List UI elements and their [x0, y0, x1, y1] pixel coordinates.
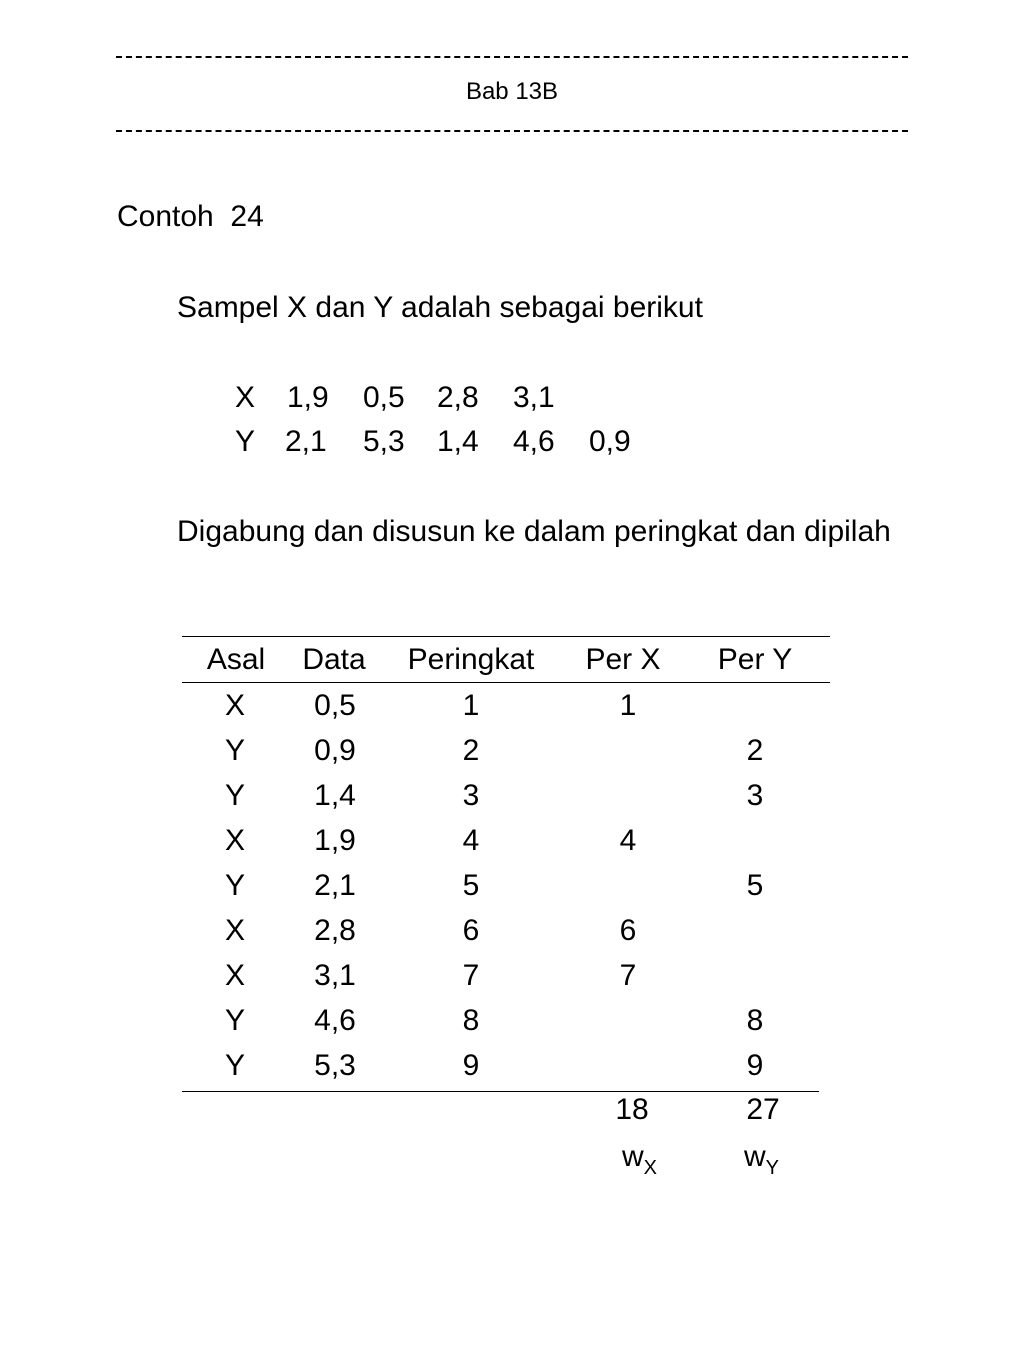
cell-peringkat: 1: [462, 689, 480, 722]
cell-asal: X: [224, 824, 245, 857]
sample-value: 1,4: [437, 425, 479, 458]
cell-asal: X: [224, 914, 245, 947]
header-data: Data: [302, 643, 366, 676]
cell-peringkat: 9: [462, 1049, 480, 1082]
cell-data: 5,3: [314, 1049, 356, 1082]
top-dash-rule: [116, 56, 908, 58]
sample-value: 1,9: [287, 381, 329, 414]
sample-value: 4,6: [513, 425, 555, 458]
cell-per-x: [578, 868, 678, 904]
sample-value: 0,5: [363, 381, 405, 414]
table-header-rule: [182, 682, 830, 683]
sample-intro: Sampel X dan Y adalah sebagai berikut: [177, 291, 703, 324]
cell-data: 0,9: [314, 734, 356, 767]
sample-label: X: [235, 381, 256, 414]
cell-per-y: 2: [746, 734, 764, 767]
sample-label: Y: [235, 425, 256, 458]
combine-text: Digabung dan disusun ke dalam peringkat dan dipilah: [177, 515, 891, 548]
cell-per-x: [578, 733, 678, 769]
cell-asal: Y: [224, 1049, 245, 1082]
cell-peringkat: 3: [462, 779, 480, 812]
cell-asal: Y: [224, 1004, 245, 1037]
header-per-x: Per X: [585, 643, 661, 676]
cell-data: 0,5: [314, 689, 356, 722]
cell-data: 3,1: [314, 959, 356, 992]
cell-per-y: 8: [746, 1004, 764, 1037]
symbol-w-x: [622, 1140, 657, 1180]
cell-asal: X: [224, 689, 245, 722]
cell-per-x: 1: [619, 689, 637, 722]
symbol-subscript: Y: [765, 1157, 780, 1179]
symbol-base: w: [744, 1140, 766, 1173]
cell-peringkat: 5: [462, 869, 480, 902]
sample-value: 0,9: [589, 425, 631, 458]
total-per-x: 18: [615, 1093, 649, 1126]
symbol-w-y: [744, 1140, 779, 1180]
sample-value: 2,1: [285, 425, 327, 458]
cell-per-y: 3: [746, 779, 764, 812]
cell-per-y: 9: [746, 1049, 764, 1082]
cell-per-x: [578, 1048, 678, 1084]
cell-peringkat: 6: [462, 914, 480, 947]
symbol-subscript: X: [643, 1157, 658, 1179]
sample-value: 2,8: [437, 381, 479, 414]
cell-peringkat: 4: [462, 824, 480, 857]
cell-per-y: [712, 688, 798, 724]
symbol-base: w: [622, 1140, 644, 1173]
header-per-y: Per Y: [717, 643, 793, 676]
header-asal: Asal: [206, 643, 266, 676]
cell-per-y: 5: [746, 869, 764, 902]
total-per-y: 27: [746, 1093, 780, 1126]
cell-per-x: 7: [619, 959, 637, 992]
chapter-heading: Bab 13B: [465, 78, 559, 105]
cell-data: 2,1: [314, 869, 356, 902]
header-peringkat: Peringkat: [407, 643, 535, 676]
cell-per-x: 4: [619, 824, 637, 857]
bottom-dash-rule: [116, 130, 908, 132]
cell-asal: Y: [224, 734, 245, 767]
cell-data: 2,8: [314, 914, 356, 947]
cell-peringkat: 2: [462, 734, 480, 767]
cell-data: 1,9: [314, 824, 356, 857]
cell-per-x: [578, 1003, 678, 1039]
cell-per-x: 6: [619, 914, 637, 947]
cell-asal: Y: [224, 869, 245, 902]
example-title: Contoh 24: [117, 200, 264, 233]
table-top-rule: [182, 636, 830, 637]
cell-per-x: [578, 778, 678, 814]
sample-value: 3,1: [513, 381, 555, 414]
table-bottom-rule: [182, 1091, 819, 1092]
cell-per-y: [712, 913, 798, 949]
cell-peringkat: 8: [462, 1004, 480, 1037]
sample-value: 5,3: [363, 425, 405, 458]
cell-data: 4,6: [314, 1004, 356, 1037]
cell-asal: Y: [224, 779, 245, 812]
cell-peringkat: 7: [462, 959, 480, 992]
cell-per-y: [712, 823, 798, 859]
cell-data: 1,4: [314, 779, 356, 812]
cell-per-y: [712, 958, 798, 994]
cell-asal: X: [224, 959, 245, 992]
